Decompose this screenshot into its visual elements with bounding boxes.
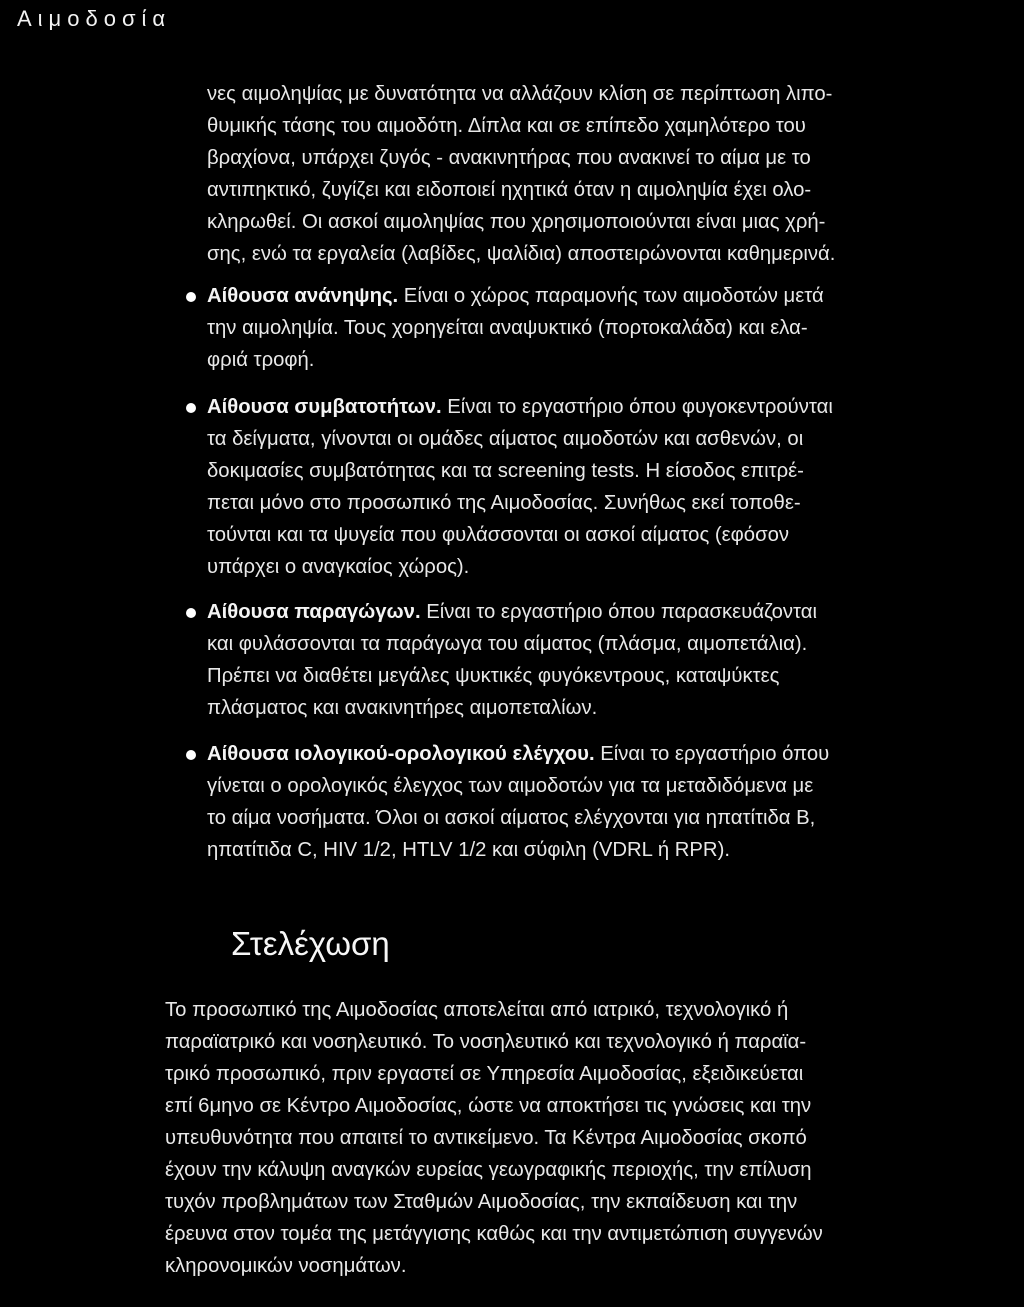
- text-line: και φυλάσσονται τα παράγωγα του αίματος (πλάσμα, αιμοπετάλια).: [207, 633, 808, 655]
- text-line: [207, 602, 817, 622]
- bullet-icon: [186, 608, 196, 618]
- text-line: το αίμα νοσήματα. Όλοι οι ασκοί αίματος ελέγχονται για ηπατίτιδα Β,: [207, 807, 816, 829]
- bullet-text: Είναι ο χώρος παραμονής των αιμοδοτών μετά: [398, 285, 824, 307]
- text-line: κληρωθεί. Οι ασκοί αιμοληψίας που χρησιμοποιούνται είναι μιας χρή-: [207, 211, 826, 233]
- bullet-text: Είναι το εργαστήριο όπου φυγοκεντρούνται: [441, 396, 833, 418]
- text-line: υπάρχει ο αναγκαίος χώρος).: [207, 556, 470, 578]
- text-line: υπευθυνότητα που απαιτεί το αντικείμενο. Τα Κέντρα Αιμοδοσίας σκοπό: [165, 1127, 807, 1149]
- section-heading: Στελέχωση: [231, 925, 390, 962]
- text-line: παραϊατρικό και νοσηλευτικό. Το νοσηλευτικό και τεχνολογικό ή παραϊα-: [165, 1031, 807, 1053]
- text-line: [207, 397, 833, 417]
- running-header: Αιμοδοσία: [17, 6, 172, 31]
- bullet-icon: [186, 403, 196, 413]
- text-line: ηπατίτιδα C, HIV 1/2, HTLV 1/2 και σύφιλη (VDRL ή RPR).: [207, 839, 730, 861]
- text-line: έχουν την κάλυψη αναγκών ευρείας γεωγραφικής περιοχής, την επίλυση: [165, 1159, 812, 1181]
- text-line: Το προσωπικό της Αιμοδοσίας αποτελείται από ιατρικό, τεχνολογικό ή: [165, 999, 789, 1021]
- text-line: Πρέπει να διαθέτει μεγάλες ψυκτικές φυγόκεντρους, καταψύκτες: [207, 665, 780, 687]
- text-line: βραχίονα, υπάρχει ζυγός - ανακινητήρας που ανακινεί το αίμα με το: [207, 147, 811, 169]
- bullet-icon: [186, 750, 196, 760]
- text-line: τα δείγματα, γίνονται οι ομάδες αίματος αιμοδοτών και ασθενών, οι: [207, 428, 804, 450]
- text-line: φριά τροφή.: [207, 349, 315, 371]
- bullet-text: Είναι το εργαστήριο όπου: [594, 743, 830, 765]
- text-line: θυμικής τάσης του αιμοδότη. Δίπλα και σε επίπεδο χαμηλότερο του: [207, 115, 806, 137]
- text-line: πεται μόνο στο προσωπικό της Αιμοδοσίας. Συνήθως εκεί τοποθε-: [207, 492, 801, 514]
- text-line: σης, ενώ τα εργαλεία (λαβίδες, ψαλίδια) αποστειρώνονται καθημερινά.: [207, 243, 836, 265]
- text-line: πλάσματος και ανακινητήρες αιμοπεταλίων.: [207, 697, 598, 719]
- text-line: τρικό προσωπικό, πριν εργαστεί σε Υπηρεσία Αιμοδοσίας, εξειδικεύεται: [165, 1063, 804, 1085]
- bullet-lead: Αίθουσα ανάνηψης.: [207, 285, 399, 307]
- text-line: δοκιμασίες συμβατότητας και τα screening tests. Η είσοδος επιτρέ-: [207, 460, 804, 482]
- text-line: αντιπηκτικό, ζυγίζει και ειδοποιεί ηχητικά όταν η αιμοληψία έχει ολο-: [207, 179, 812, 201]
- bullet-lead: Αίθουσα παραγώγων.: [207, 601, 421, 623]
- text-line: έρευνα στον τομέα της μετάγγισης καθώς και την αντιμετώπιση συγγενών: [165, 1223, 823, 1245]
- text-line: κληρονομικών νοσημάτων.: [165, 1255, 407, 1277]
- text-line: [207, 744, 829, 764]
- text-line: [207, 286, 824, 306]
- bullet-lead: Αίθουσα ιολογικού-ορολογικού ελέγχου.: [207, 743, 595, 765]
- text-line: τυχόν προβλημάτων των Σταθμών Αιμοδοσίας, την εκπαίδευση και την: [165, 1191, 798, 1213]
- bullet-lead: Αίθουσα συμβατοτήτων.: [207, 396, 442, 418]
- text-line: τούνται και τα ψυγεία που φυλάσσονται οι ασκοί αίματος (εφόσον: [207, 524, 790, 546]
- text-line: νες αιμοληψίας με δυνατότητα να αλλάζουν κλίση σε περίπτωση λιπο-: [207, 83, 833, 105]
- text-line: επί 6μηνο σε Κέντρο Αιμοδοσίας, ώστε να αποκτήσει τις γνώσεις και την: [165, 1095, 812, 1117]
- text-line: την αιμοληψία. Τους χορηγείται αναψυκτικό (πορτοκαλάδα) και ελα-: [207, 317, 808, 339]
- text-line: γίνεται ο ορολογικός έλεγχος των αιμοδοτών για τα μεταδιδόμενα με: [207, 775, 814, 797]
- bullet-icon: [186, 292, 196, 302]
- bullet-text: Είναι το εργαστήριο όπου παρασκευάζονται: [420, 601, 818, 623]
